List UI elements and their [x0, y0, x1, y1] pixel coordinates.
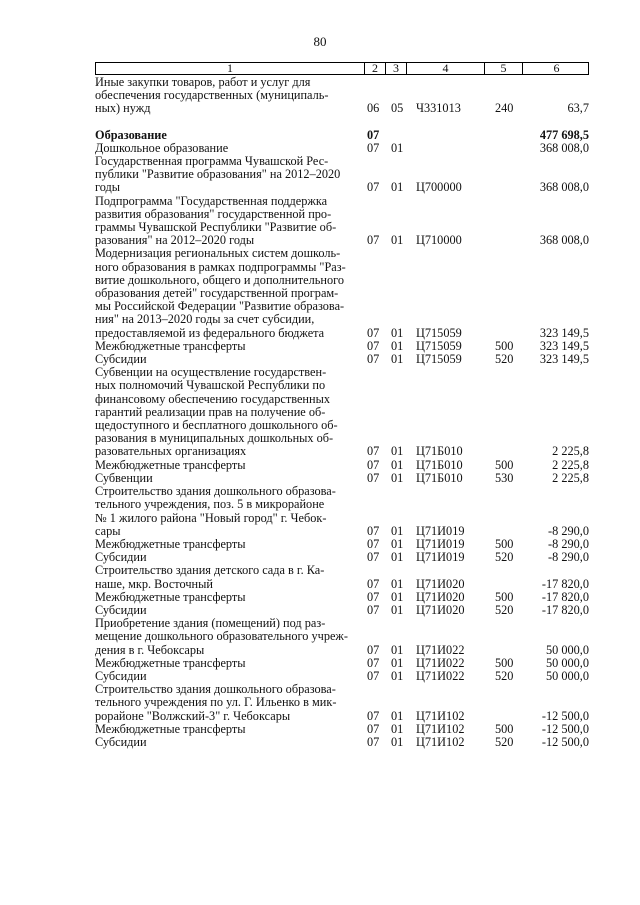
cell-c4: Ц71И019	[416, 523, 465, 538]
cell-c2: 07	[367, 180, 380, 195]
cell-c5: 500	[495, 338, 514, 353]
cell-c5: 500	[495, 457, 514, 472]
cell-c5: 520	[495, 352, 514, 367]
description-line: рорайоне "Волжский-3" г. Чебоксары	[95, 708, 291, 723]
description-line: предоставляемой из федерального бюджета	[95, 325, 325, 340]
row-description	[95, 485, 357, 538]
row-description	[95, 683, 357, 723]
description-line: финансовому обеспечению государственных	[95, 391, 330, 406]
cell-c2: 07	[367, 457, 380, 472]
cell-c4: Ц71И019	[416, 536, 465, 551]
description-line: публики "Развитие образования" на 2012–2020	[95, 167, 341, 182]
cell-c2: 07	[367, 523, 380, 538]
cell-c2: 07	[367, 140, 380, 155]
description-line: Межбюджетные трансферты	[95, 536, 246, 551]
cell-c4: Ц71Б010	[416, 470, 463, 485]
description-line: № 1 жилого района "Новый город" г. Чебок-	[95, 510, 327, 525]
cell-c5: 520	[495, 550, 514, 565]
cell-c4: Ч331013	[416, 101, 461, 116]
cell-c6: 2 225,8	[552, 470, 589, 485]
cell-c6: 368 008,0	[539, 180, 589, 195]
cell-c6: 323 149,5	[539, 352, 589, 367]
cell-c3: 01	[391, 523, 404, 538]
cell-c3: 01	[391, 338, 404, 353]
row-description	[95, 366, 357, 458]
description-line: мещение дошкольного образовательного учреж-	[95, 629, 349, 644]
cell-c2: 07	[367, 602, 380, 617]
cell-c4: Ц71И102	[416, 721, 465, 736]
description-line: Субсидии	[95, 668, 147, 683]
cell-c2: 07	[367, 536, 380, 551]
cell-c5: 520	[495, 668, 514, 683]
cell-c4: Ц71И020	[416, 576, 465, 591]
row-description	[95, 657, 357, 670]
cell-c4: Ц715059	[416, 338, 462, 353]
cell-c2: 07	[367, 352, 380, 367]
row-spacer	[95, 116, 589, 129]
table-row	[95, 657, 589, 670]
cell-c4: Ц71И022	[416, 642, 465, 657]
description-line: Подпрограмма "Государственная поддержка	[95, 193, 328, 208]
cell-c4: Ц71И022	[416, 655, 465, 670]
cell-c3: 01	[391, 576, 404, 591]
cell-c2: 07	[367, 734, 380, 749]
description-line: Приобретение здания (помещений) под раз-	[95, 616, 326, 631]
cell-c3: 01	[391, 602, 404, 617]
cell-c4: Ц700000	[416, 180, 462, 195]
cell-c6: -12 500,0	[541, 708, 589, 723]
cell-c5: 530	[495, 470, 514, 485]
cell-c6: 368 008,0	[539, 233, 589, 248]
cell-c3: 01	[391, 352, 404, 367]
description-line: наше, мкр. Восточный	[95, 576, 213, 591]
description-line: ного образования в рамках подпрограммы "Раз-	[95, 259, 346, 274]
description-line: годы	[95, 180, 121, 195]
description-line: образования детей" государственной програм-	[95, 286, 339, 301]
cell-c3: 01	[391, 470, 404, 485]
table-row	[95, 76, 589, 116]
cell-c4: Ц71И020	[416, 589, 465, 604]
cell-c6: -8 290,0	[548, 523, 589, 538]
description-line: обеспечения государственных (муниципаль-	[95, 88, 329, 103]
cell-c3: 01	[391, 708, 404, 723]
cell-c2: 07	[367, 655, 380, 670]
cell-c4: Ц71Б010	[416, 444, 463, 459]
description-line: Межбюджетные трансферты	[95, 655, 246, 670]
cell-c2: 07	[367, 325, 380, 340]
cell-c5: 500	[495, 655, 514, 670]
cell-c2: 07	[367, 233, 380, 248]
cell-c6: 368 008,0	[539, 140, 589, 155]
cell-c6: 2 225,8	[552, 457, 589, 472]
page-number: 80	[313, 34, 327, 49]
description-line: Межбюджетные трансферты	[95, 457, 246, 472]
description-line: тельного учреждения, поз. 5 в микрорайоне	[95, 497, 325, 512]
header-col-3: 3	[385, 63, 406, 74]
row-description	[95, 736, 357, 749]
description-line: Межбюджетные трансферты	[95, 589, 246, 604]
cell-c4: Ц71И102	[416, 708, 465, 723]
description-line: Строительство здания дошкольного образова-	[95, 682, 336, 697]
row-description	[95, 247, 357, 339]
cell-c6: 2 225,8	[552, 444, 589, 459]
description-line: Субвенции	[95, 470, 153, 485]
cell-c6: 323 149,5	[539, 325, 589, 340]
cell-c4: Ц715059	[416, 352, 462, 367]
cell-c6: 63,7	[567, 101, 589, 116]
table-row	[95, 247, 589, 339]
table-row	[95, 617, 589, 657]
description-line: разования" на 2012–2020 годы	[95, 233, 255, 248]
cell-c6: -8 290,0	[548, 550, 589, 565]
description-line: сары	[95, 523, 121, 538]
cell-c3: 01	[391, 180, 404, 195]
description-line: ных полномочий Чувашской Республики по	[95, 378, 326, 393]
description-line: гарантий реализации прав на получение об-	[95, 404, 326, 419]
cell-c6: 50 000,0	[545, 655, 589, 670]
description-line: разования в муниципальных дошкольных об-	[95, 431, 334, 446]
table-row	[95, 129, 589, 142]
description-line: Субсидии	[95, 352, 147, 367]
description-line: Субсидии	[95, 550, 147, 565]
description-line: развития образования" государственной про-	[95, 206, 332, 221]
cell-c2: 06	[367, 101, 380, 116]
description-line: Иные закупки товаров, работ и услуг для	[95, 75, 311, 89]
cell-c6: -17 820,0	[541, 576, 589, 591]
description-line: Дошкольное образование	[95, 140, 229, 155]
cell-c4: Ц71Б010	[416, 457, 463, 472]
description-line: Модернизация региональных систем дошколь-	[95, 246, 341, 261]
row-description	[95, 195, 357, 248]
description-line: Образование	[95, 127, 167, 142]
description-line: Государственная программа Чувашской Рес-	[95, 154, 329, 169]
description-line: граммы Чувашской Республики "Развитие об-	[95, 220, 337, 235]
cell-c6: 50 000,0	[545, 668, 589, 683]
cell-c3: 01	[391, 550, 404, 565]
cell-c3: 01	[391, 233, 404, 248]
cell-c3: 01	[391, 444, 404, 459]
table-row	[95, 340, 589, 353]
table-row	[95, 195, 589, 248]
table-header	[95, 62, 589, 75]
table-row	[95, 366, 589, 458]
cell-c2: 07	[367, 642, 380, 657]
cell-c3: 01	[391, 721, 404, 736]
cell-c4: Ц71И020	[416, 602, 465, 617]
budget-table-body	[95, 76, 589, 749]
cell-c3: 01	[391, 668, 404, 683]
cell-c3: 01	[391, 734, 404, 749]
cell-c5: 520	[495, 734, 514, 749]
cell-c5: 500	[495, 536, 514, 551]
cell-c3: 01	[391, 536, 404, 551]
cell-c2: 07	[367, 721, 380, 736]
cell-c5: 500	[495, 589, 514, 604]
description-line: дения в г. Чебоксары	[95, 642, 205, 657]
description-line: Субсидии	[95, 602, 147, 617]
cell-c4: Ц71И102	[416, 734, 465, 749]
table-row	[95, 723, 589, 736]
header-col-4: 4	[406, 63, 484, 74]
header-col-6: 6	[522, 63, 590, 74]
cell-c3: 01	[391, 325, 404, 340]
cell-c2: 07	[367, 127, 380, 142]
cell-c2: 07	[367, 444, 380, 459]
cell-c6: 323 149,5	[539, 338, 589, 353]
cell-c4: Ц710000	[416, 233, 462, 248]
table-row	[95, 683, 589, 723]
description-line: разовательных организациях	[95, 444, 247, 459]
description-line: Межбюджетные трансферты	[95, 721, 246, 736]
description-line: Субсидии	[95, 734, 147, 749]
description-line: ных) нужд	[95, 101, 151, 116]
cell-c6: -12 500,0	[541, 734, 589, 749]
header-col-1: 1	[227, 61, 233, 75]
table-row	[95, 564, 589, 590]
description-line: Межбюджетные трансферты	[95, 338, 246, 353]
cell-c2: 07	[367, 708, 380, 723]
table-row	[95, 736, 589, 749]
cell-c4: Ц71И019	[416, 550, 465, 565]
description-line: мы Российской Федерации "Развитие образова-	[95, 299, 345, 314]
table-row	[95, 591, 589, 604]
row-description	[95, 129, 357, 142]
cell-c3: 05	[391, 101, 404, 116]
table-row	[95, 485, 589, 538]
cell-c3: 01	[391, 642, 404, 657]
description-line: щедоступного и бесплатного дошкольного об-	[95, 418, 338, 433]
row-description	[95, 155, 357, 195]
cell-c2: 07	[367, 576, 380, 591]
cell-c3: 01	[391, 140, 404, 155]
table-row	[95, 459, 589, 472]
cell-c3: 01	[391, 457, 404, 472]
header-col-2: 2	[364, 63, 385, 74]
cell-c6: 50 000,0	[545, 642, 589, 657]
cell-c6: -12 500,0	[541, 721, 589, 736]
cell-c3: 01	[391, 655, 404, 670]
header-col-5: 5	[484, 63, 522, 74]
cell-c2: 07	[367, 550, 380, 565]
cell-c6: -17 820,0	[541, 602, 589, 617]
description-line: тельного учреждения по ул. Г. Ильенко в мик-	[95, 695, 337, 710]
row-description	[95, 591, 357, 604]
cell-c4: Ц715059	[416, 325, 462, 340]
row-description	[95, 723, 357, 736]
row-description	[95, 617, 357, 657]
cell-c2: 07	[367, 338, 380, 353]
table-row	[95, 538, 589, 551]
cell-c5: 240	[495, 101, 514, 116]
row-description	[95, 564, 357, 590]
cell-c3: 01	[391, 589, 404, 604]
cell-c6: -8 290,0	[548, 536, 589, 551]
row-description	[95, 459, 357, 472]
cell-c5: 500	[495, 721, 514, 736]
cell-c6: -17 820,0	[541, 589, 589, 604]
cell-c2: 07	[367, 470, 380, 485]
description-line: Субвенции на осуществление государствен-	[95, 365, 327, 380]
table-row	[95, 155, 589, 195]
description-line: витие дошкольного, общего и дополнительного	[95, 272, 344, 287]
cell-c6: 477 698,5	[539, 127, 589, 142]
description-line: Строительство здания детского сада в г. Ка-	[95, 563, 325, 578]
row-description	[95, 76, 357, 116]
cell-c5: 520	[495, 602, 514, 617]
cell-c2: 07	[367, 589, 380, 604]
description-line: ния" на 2013–2020 годы за счет субсидии,	[95, 312, 315, 327]
cell-c2: 07	[367, 668, 380, 683]
cell-c4: Ц71И022	[416, 668, 465, 683]
description-line: Строительство здания дошкольного образова-	[95, 484, 336, 499]
